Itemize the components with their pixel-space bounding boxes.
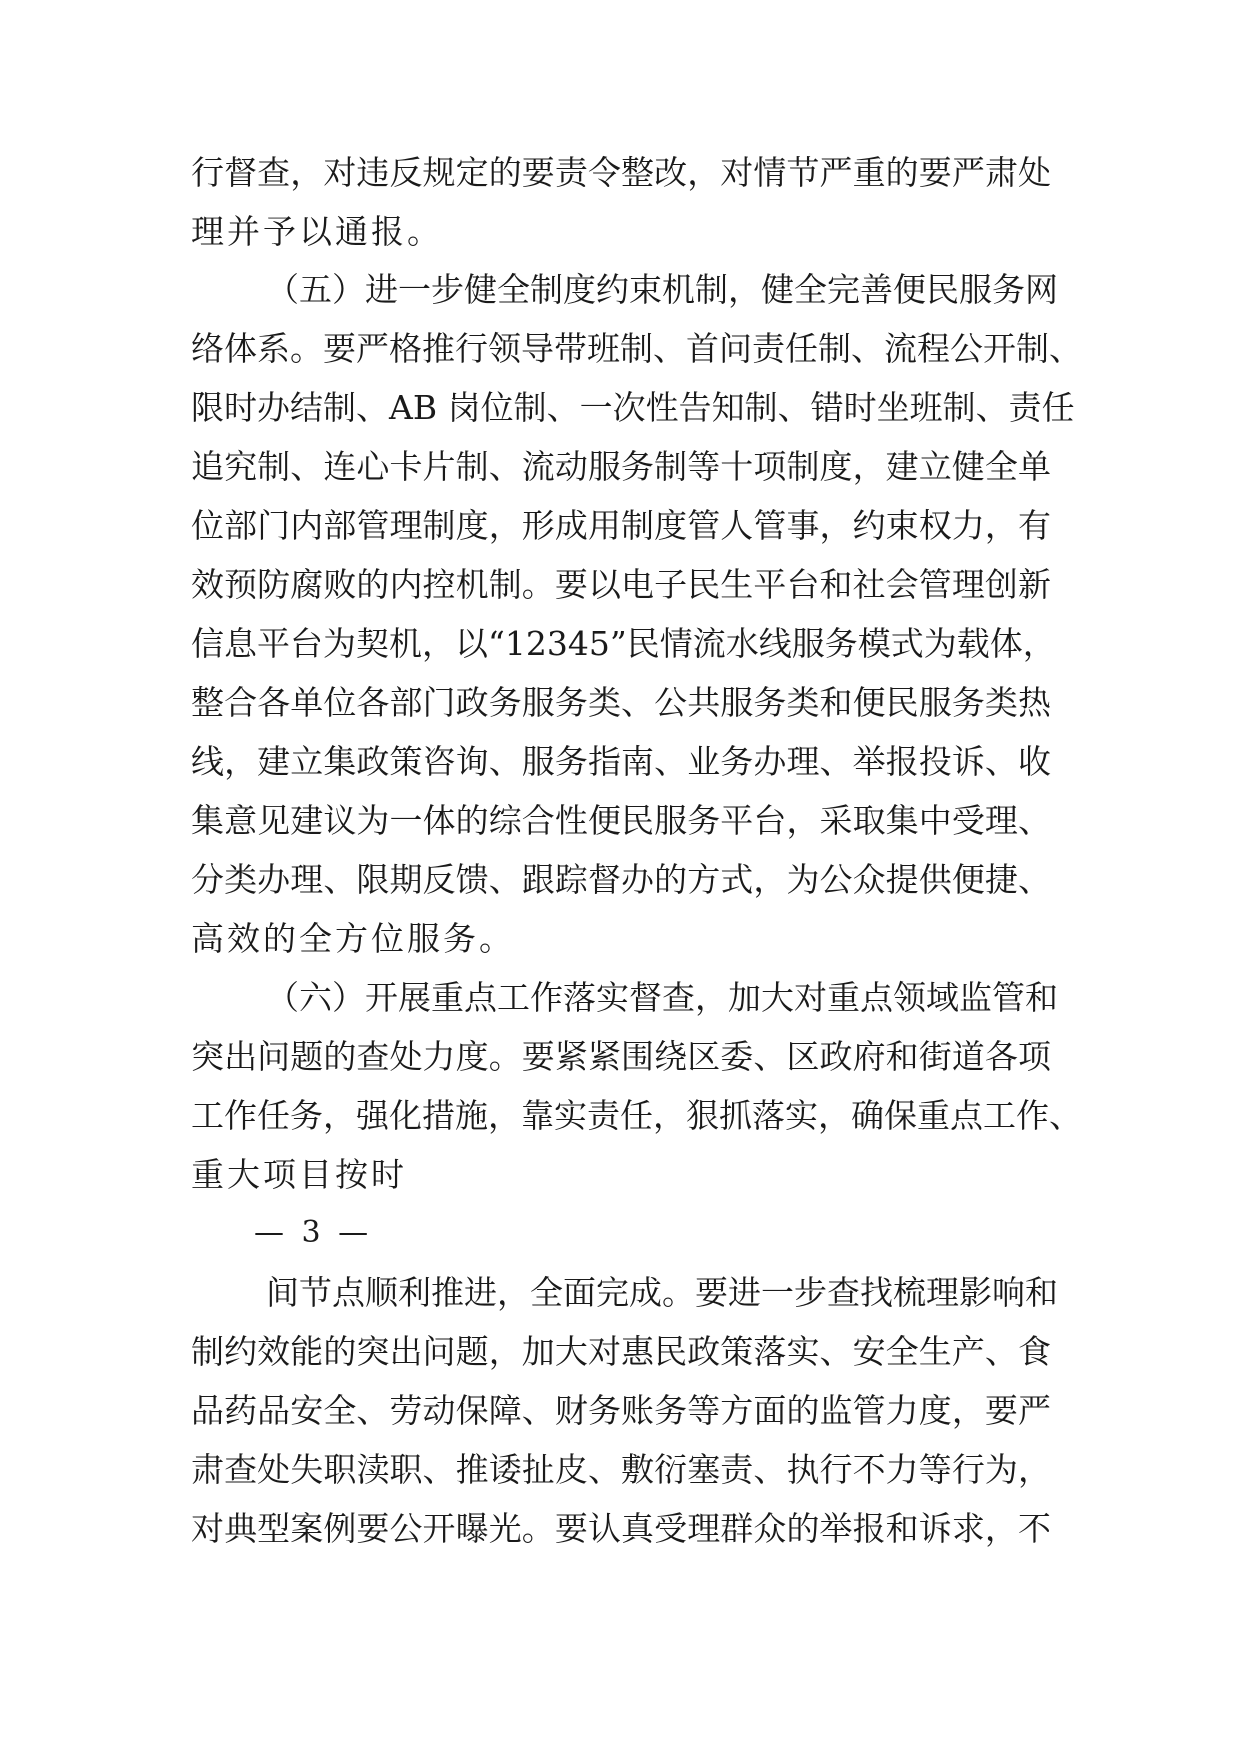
paragraph-continuation: 间节点顺利推进，全面完成。要进一步查找梳理影响和 bbox=[266, 1273, 1058, 1312]
page-number: — 3 — bbox=[254, 1215, 373, 1250]
text-line: 限时办结制、AB 岗位制、一次性告知制、错时坐班制、责任 bbox=[191, 388, 1075, 427]
text-line: 肃查处失职渎职、推诿扯皮、敷衍塞责、执行不力等行为， bbox=[191, 1450, 1051, 1489]
paragraph-start: （六）开展重点工作落实督查，加大对重点领域监管和 bbox=[266, 978, 1058, 1017]
text-line: 突出问题的查处力度。要紧紧围绕区委、区政府和街道各项 bbox=[191, 1037, 1051, 1076]
text-line: 效预防腐败的内控机制。要以电子民生平台和社会管理创新 bbox=[191, 565, 1051, 604]
text-line: 工作任务，强化措施，靠实责任，狠抓落实，确保重点工作、 bbox=[191, 1096, 1082, 1135]
text-line: 分类办理、限期反馈、跟踪督办的方式，为公众提供便捷、 bbox=[191, 860, 1051, 899]
text-line: 行督查，对违反规定的要责令整改，对情节严重的要严肃处 bbox=[191, 153, 1051, 192]
text-line: 理并予以通报。 bbox=[191, 212, 443, 251]
text-line: 整合各单位各部门政务服务类、公共服务类和便民服务类热 bbox=[191, 683, 1051, 722]
text-line: 重大项目按时 bbox=[191, 1155, 407, 1194]
text-line: 络体系。要严格推行领导带班制、首问责任制、流程公开制、 bbox=[191, 329, 1082, 368]
text-line: 高效的全方位服务。 bbox=[191, 919, 515, 958]
text-line: 位部门内部管理制度，形成用制度管人管事，约束权力，有 bbox=[191, 506, 1051, 545]
text-line: 线，建立集政策咨询、服务指南、业务办理、举报投诉、收 bbox=[191, 742, 1051, 781]
text-line: 对典型案例要公开曝光。要认真受理群众的举报和诉求，不 bbox=[191, 1509, 1051, 1548]
text-line: 集意见建议为一体的综合性便民服务平台，采取集中受理、 bbox=[191, 801, 1051, 840]
text-line: 制约效能的突出问题，加大对惠民政策落实、安全生产、食 bbox=[191, 1332, 1051, 1371]
text-line: 追究制、连心卡片制、流动服务制等十项制度，建立健全单 bbox=[191, 447, 1051, 486]
paragraph-start: （五）进一步健全制度约束机制，健全完善便民服务网 bbox=[266, 270, 1058, 309]
text-line: 品药品安全、劳动保障、财务账务等方面的监管力度，要严 bbox=[191, 1391, 1051, 1430]
text-line: 信息平台为契机，以“12345”民情流水线服务模式为载体， bbox=[191, 624, 1056, 663]
